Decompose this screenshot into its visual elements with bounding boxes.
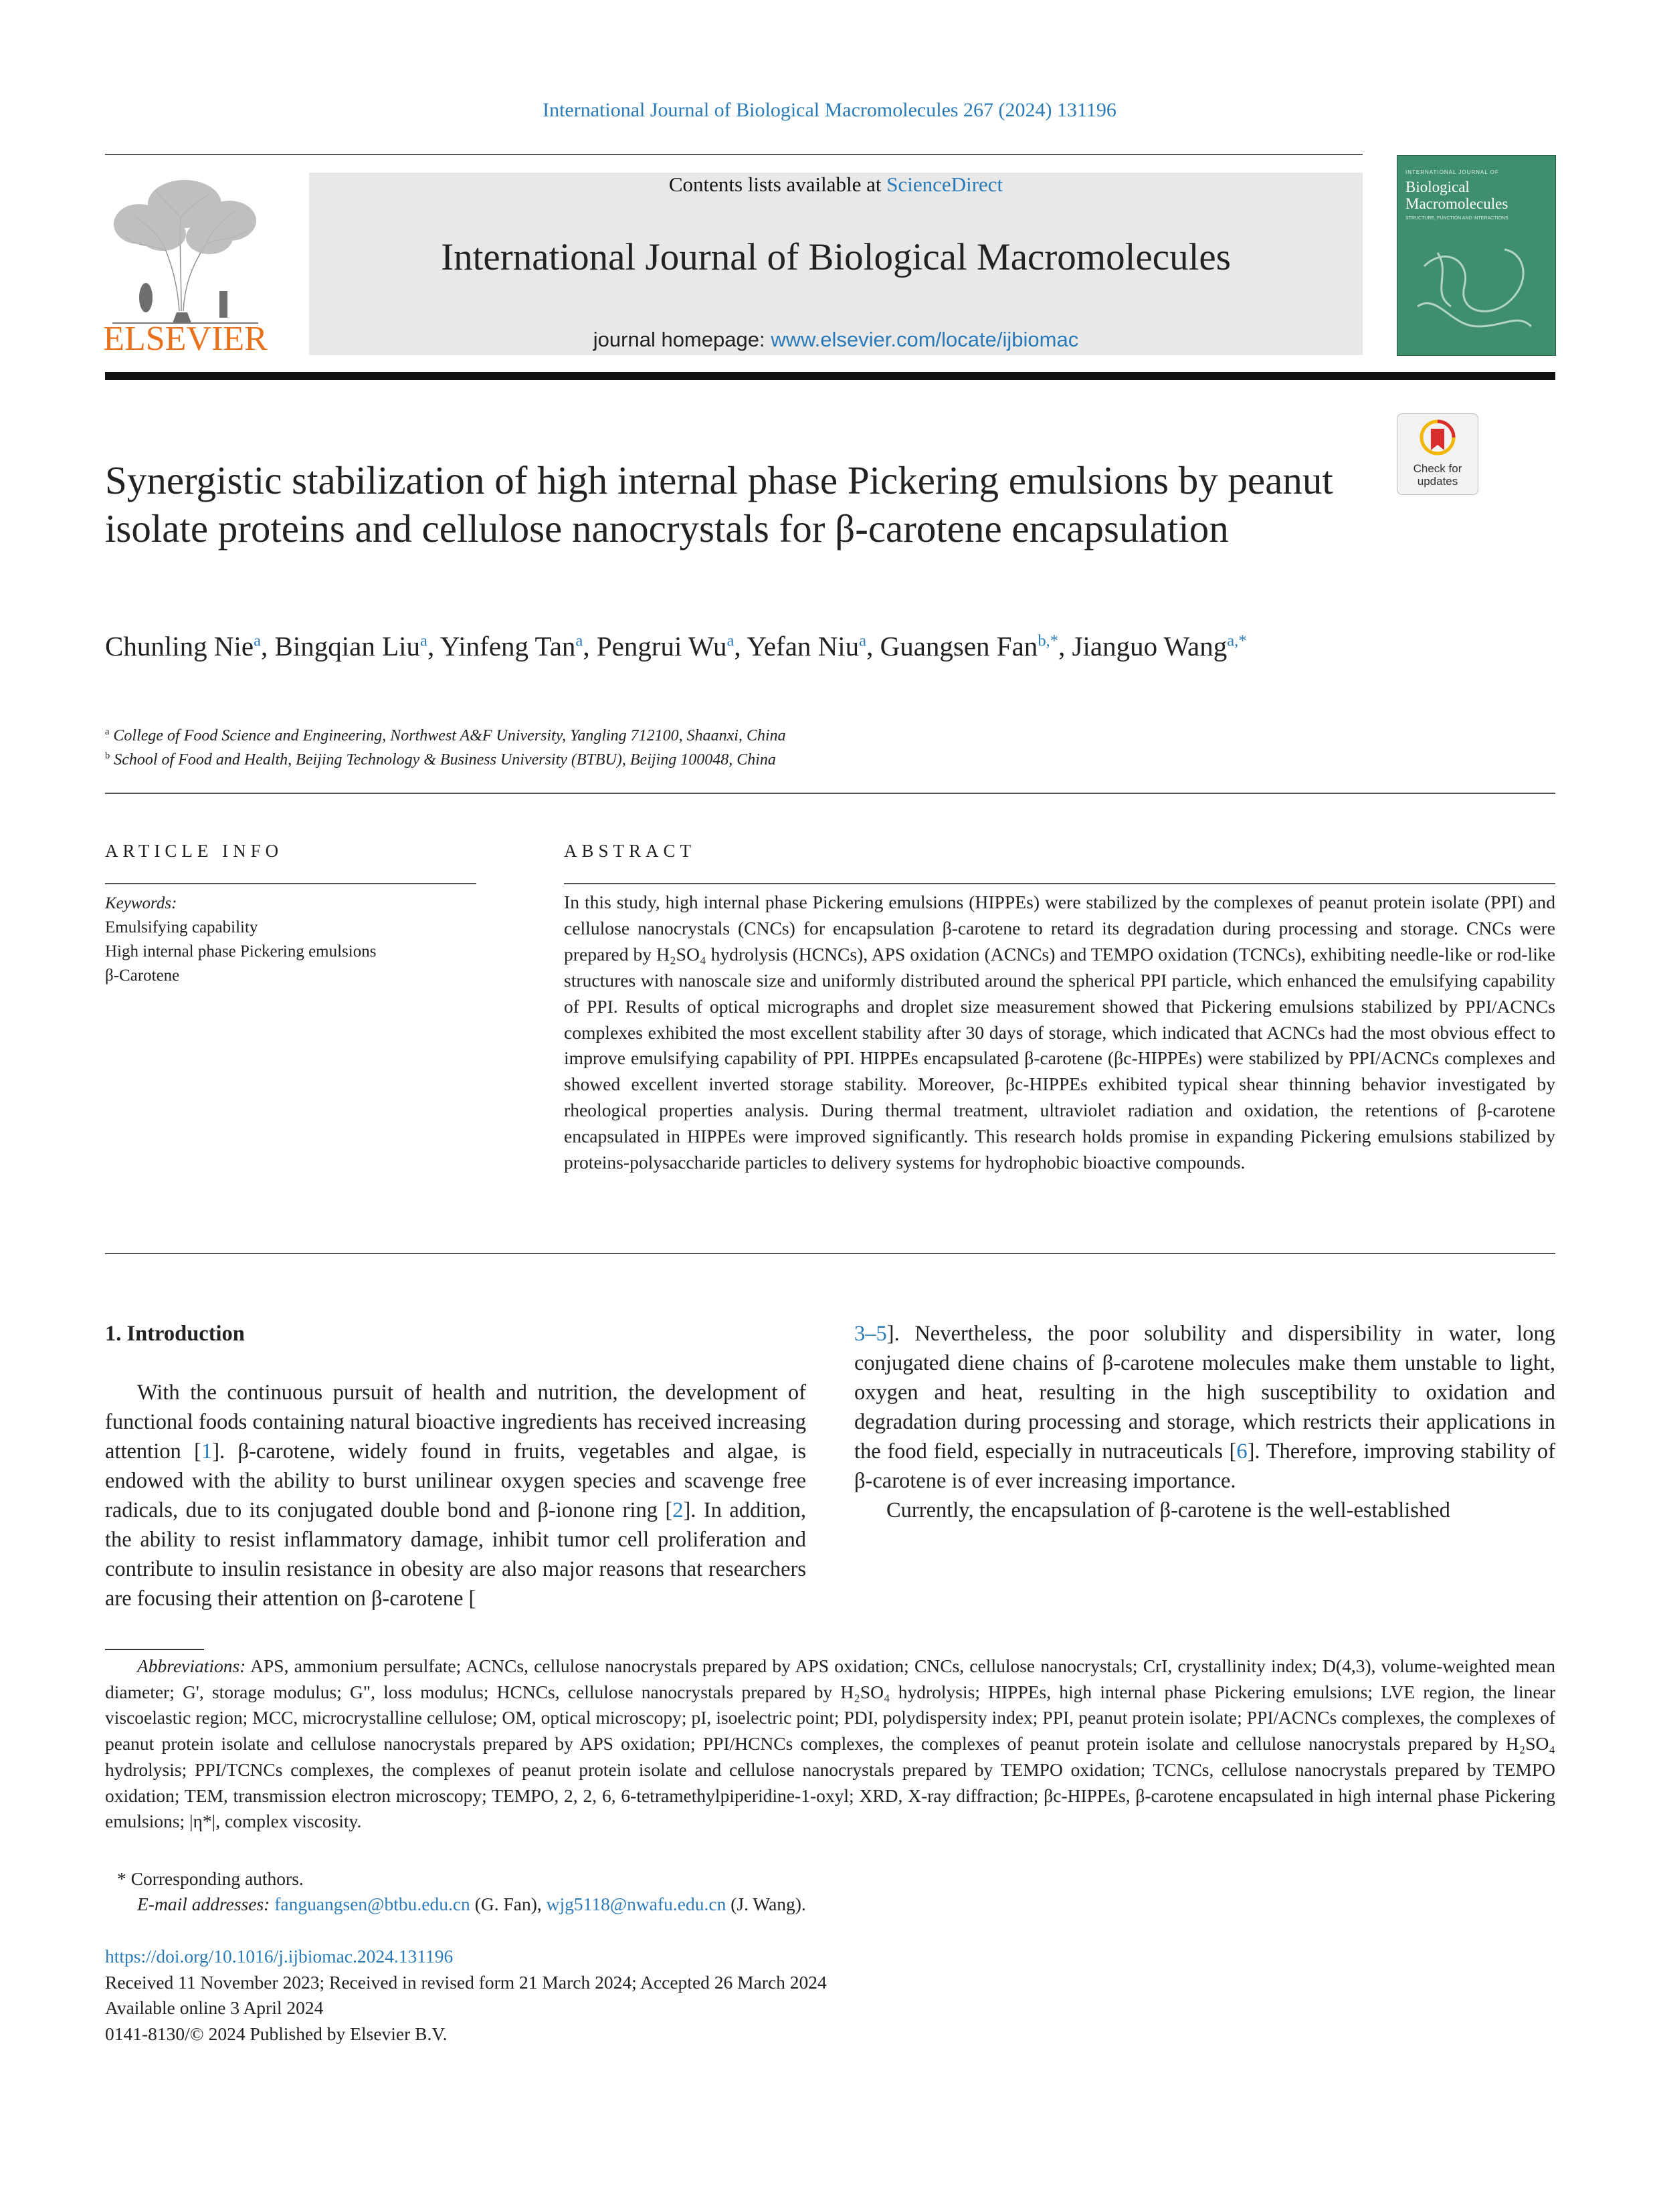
elsevier-wordmark: ELSEVIER [103, 320, 268, 355]
elsevier-logo [99, 171, 272, 355]
intro-text: ]. Therefore, improving stability of β-carotene is of ever increasing importance. [854, 1439, 1555, 1493]
bookmark-icon [1420, 419, 1456, 461]
article-info-heading: ARTICLE INFO [105, 841, 284, 861]
affiliation-item [105, 748, 1550, 772]
author-name[interactable]: Yefan Niu [747, 631, 860, 662]
email-link[interactable]: wjg5118@nwafu.edu.cn [546, 1894, 726, 1914]
author-list: Chunling Nie$^a$, Bingqian Liu$^a$, Yinfeng Tan$^a$, Pengrui Wu$^a$, Yefan Niu$^a$, Guangsen Fan$^{b,*}$, Jianguo Wang$^{a,*}$ [105, 631, 1247, 662]
affiliation-mark[interactable]: a [726, 631, 735, 650]
homepage-prefix: journal homepage: [593, 328, 771, 351]
reference-link[interactable]: 3–5 [854, 1322, 887, 1346]
check-updates-label: Check for updates [1413, 462, 1462, 488]
reference-link[interactable]: 1 [201, 1439, 213, 1464]
intro-text: ]. β-carotene, widely found in fruits, vegetables and algae, is endowed with the ability to burst unilinear oxygen species and scavenge free radicals, due to its conjugated double bond and β-ionone ring [ [105, 1439, 806, 1522]
cover-subtitle: STRUCTURE, FUNCTION AND INTERACTIONS [1405, 216, 1508, 221]
intro-paragraph-1-continued [854, 1319, 1555, 1496]
sciencedirect-link[interactable]: ScienceDirect [886, 173, 1003, 196]
section-divider [105, 793, 1555, 794]
abbreviations-label: Abbreviations: [137, 1655, 246, 1676]
intro-paragraph-2: Currently, the encapsulation of β-carotene is the well-established [886, 1498, 1450, 1522]
keyword-item: High internal phase Pickering emulsions [105, 942, 377, 961]
intro-text: With the continuous pursuit of health and nutrition, the development of functional foods containing natural bioactive ingredients has received increasing attention [ [105, 1381, 806, 1464]
cover-small-text: INTERNATIONAL JOURNAL OF [1405, 169, 1499, 175]
body-column-left [105, 1319, 806, 1613]
cover-title: Biological Macromolecules [1405, 179, 1508, 212]
affiliation-mark[interactable]: b,* [1038, 631, 1059, 650]
affiliation-marker: a [105, 726, 110, 737]
affiliation-mark[interactable]: a [254, 631, 261, 650]
affiliations [105, 724, 1550, 772]
email-owner: (J. Wang). [726, 1894, 806, 1914]
reference-link[interactable]: 6 [1236, 1439, 1248, 1464]
intro-paragraph-1 [105, 1378, 806, 1613]
affiliation-mark[interactable]: a [575, 631, 583, 650]
abbreviations-footnote [105, 1653, 1555, 1835]
abstract-heading: ABSTRACT [564, 841, 696, 861]
journal-name: International Journal of Biological Macromolecules [441, 236, 1231, 278]
doi-link[interactable]: https://doi.org/10.1016/j.ijbiomac.2024.131196 [105, 1946, 454, 1967]
author-name[interactable]: Guangsen Fan [880, 631, 1038, 662]
corresponding-authors-note: * Corresponding authors. [117, 1868, 304, 1889]
copyright: 0141-8130/© 2024 Published by Elsevier B.V. [105, 2023, 448, 2044]
header-divider [105, 372, 1555, 380]
reference-link[interactable]: 2 [672, 1498, 684, 1522]
publication-info [105, 1944, 827, 2047]
affiliation-item [105, 724, 1550, 748]
article-info-divider [105, 883, 476, 884]
author-name[interactable]: Bingqian Liu [274, 631, 421, 662]
body-column-right [854, 1319, 1555, 1525]
top-divider [105, 154, 1363, 155]
article-title: Synergistic stabilization of high internal phase Pickering emulsions by peanut isolate proteins and cellulose nanocrystals for β-carotene encapsulation [105, 458, 1333, 550]
affiliation-text: School of Food and Health, Beijing Technology & Business University (BTBU), Beijing 100048, China [114, 751, 776, 769]
keyword-item: Emulsifying capability [105, 918, 258, 936]
contents-prefix: Contents lists available at [668, 173, 887, 196]
affiliation-mark[interactable]: a [859, 631, 867, 650]
keyword-item: β-Carotene [105, 967, 180, 985]
journal-cover[interactable] [1397, 155, 1556, 356]
author-name[interactable]: Jianguo Wang [1072, 631, 1228, 662]
journal-reference-link[interactable]: International Journal of Biological Macromolecules 267 (2024) 131196 [543, 99, 1116, 121]
keywords-label: Keywords: [105, 894, 177, 912]
affiliation-marker: b [105, 750, 110, 761]
abstract-divider [564, 883, 1555, 884]
affiliation-mark[interactable]: a [420, 631, 427, 650]
intro-text: ]. Nevertheless, the poor solubility and dispersibility in water, long conjugated diene chains of β-carotene molecules make them unstable to light, oxygen and heat, resulting in the high susceptibility to oxidation and degradation during processing and storage, which restricts their applications in the food field, especially in nutraceuticals [ [854, 1322, 1555, 1464]
online-date: Available online 3 April 2024 [105, 1997, 324, 2018]
contents-availability [309, 173, 1363, 197]
check-for-updates-button[interactable] [1397, 413, 1478, 495]
affiliation-mark[interactable]: a,* [1227, 631, 1247, 650]
abstract-bottom-divider [105, 1253, 1555, 1254]
author-name[interactable]: Chunling Nie [105, 631, 254, 662]
section-heading-introduction: 1. Introduction [105, 1322, 245, 1346]
abstract-text: In this study, high internal phase Pickering emulsions (HIPPEs) were stabilized by the complexes of peanut protein isolate (PPI) and cellulose nanocrystals (CNCs) for encapsulation β-carotene to retard its degradation during processing and storage. CNCs were prepared by H₂SO₄ hydrolysis (HCNCs), APS oxidation (ACNCs) and TEMPO oxidation (TCNCs), exhibiting needle-like or rod-like structures with nanoscale size and uniformly distributed around the spherical PPI particle, which enhanced the emulsifying capability of PPI. Results of optical micrographs and droplet size measurement showed that Pickering emulsions stabilized by PPI/ACNCs complexes exhibited the most excellent stability after 30 days of storage, which indicated that ACNCs had the most obvious effect to improve emulsifying capability of PPI. HIPPEs encapsulated β-carotene (βc-HIPPEs) were stabilized by PPI/ACNCs complexes and showed excellent inverted storage stability. Moreover, βc-HIPPEs exhibited typical shear thinning behavior investigated by rheological properties analysis. During thermal treatment, ultraviolet radiation and oxidation, the retentions of β-carotene encapsulated in HIPPEs were improved significantly. This research holds promise in expanding Pickering emulsions stabilized by proteins-polysaccharide particles to delivery systems for hydrophobic bioactive compounds. [564, 892, 1555, 1173]
author-name[interactable]: Pengrui Wu [596, 631, 727, 662]
author-name[interactable]: Yinfeng Tan [440, 631, 576, 662]
homepage-link[interactable]: www.elsevier.com/locate/ijbiomac [771, 328, 1079, 351]
keywords-block [105, 892, 476, 988]
affiliation-text: College of Food Science and Engineering, Northwest A&F University, Yangling 712100, Shaanxi, China [113, 727, 786, 744]
cover-art [1397, 226, 1555, 353]
footnote-divider [105, 1649, 204, 1650]
received-dates: Received 11 November 2023; Received in revised form 21 March 2024; Accepted 26 March 2024 [105, 1971, 827, 1993]
email-link[interactable]: fanguangsen@btbu.edu.cn [274, 1894, 470, 1914]
email-addresses [137, 1894, 806, 1915]
email-owner: (G. Fan), [470, 1894, 547, 1914]
intro-text: ]. In addition, the ability to resist inflammatory damage, inhibit tumor cell proliferation and contribute to insulin resistance in obesity are also major reasons that researchers are focusing their attention on β-carotene [ [105, 1498, 806, 1611]
email-label: E-mail addresses: [137, 1894, 275, 1914]
abbreviations-text: APS, ammonium persulfate; ACNCs, cellulose nanocrystals prepared by APS oxidation; CNCs, cellulose nanocrystals; CrI, crystallinity index; D(4,3), volume-weighted mean diameter; G', storage modulus; G", loss modulus; HCNCs, cellulose nanocrystals prepared by H₂SO₄ hydrolysis; HIPPEs, high internal phase Pickering emulsions; LVE region, the linear viscoelastic region; MCC, microcrystalline cellulose; OM, optical microscopy; pI, isoelectric point; PDI, polydispersity index; PPI, peanut protein isolate; PPI/ACNCs complexes, the complexes of peanut protein isolate and cellulose nanocrystals prepared by APS oxidation; PPI/HCNCs complexes, the complexes of peanut protein isolate and cellulose nanocrystals prepared by H₂SO₄ hydrolysis; PPI/TCNCs complexes, the complexes of peanut protein isolate and cellulose nanocrystals prepared by TEMPO oxidation; TCNCs, cellulose nanocrystals prepared by TEMPO oxidation; TEM, transmission electron microscopy; TEMPO, 2, 2, 6, 6-tetramethylpiperidine-1-oxyl; XRD, X-ray diffraction; βc-HIPPEs, β-carotene encapsulated in high internal phase Pickering emulsions; |η*|, complex viscosity. [105, 1655, 1555, 1832]
journal-homepage [309, 328, 1363, 352]
